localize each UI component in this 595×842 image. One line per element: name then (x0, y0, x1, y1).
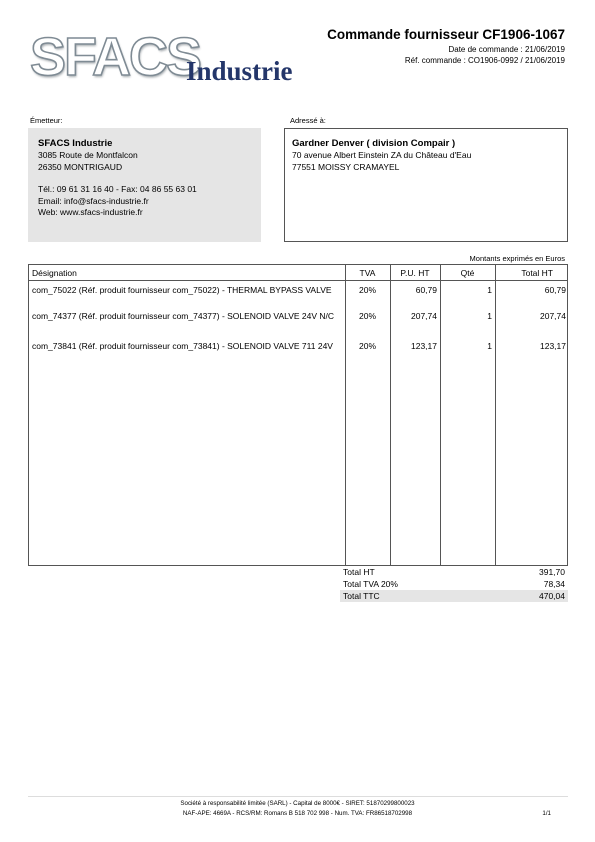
sender-email: Email: info@sfacs-industrie.fr (38, 195, 149, 206)
sender-address-line2: 26350 MONTRIGAUD (38, 161, 123, 172)
row-total: 207,74 (540, 311, 566, 321)
recipient-label: Adressé à: (290, 116, 326, 125)
total-tva-row (340, 578, 568, 590)
footer-divider (28, 796, 568, 797)
page-number: 1/1 (542, 810, 551, 817)
row-tva: 20% (358, 285, 376, 295)
row-unit-price: 207,74 (411, 311, 437, 321)
header-designation: Désignation (32, 268, 77, 278)
column-divider (390, 265, 391, 565)
row-quantity: 1 (487, 285, 492, 295)
column-divider (345, 265, 346, 565)
sender-address-line1: 3085 Route de Montfalcon (38, 150, 138, 160)
total-ht-value: 391,70 (539, 567, 565, 577)
logo-brand: SFACS (30, 27, 201, 87)
document-title: Commande fournisseur CF1906-1067 (327, 27, 565, 42)
row-tva: 20% (358, 341, 376, 351)
row-total: 123,17 (540, 341, 566, 351)
recipient-box (284, 128, 568, 242)
total-tva-label: Total TVA 20% (343, 579, 398, 589)
row-designation: com_74377 (Réf. produit fournisseur com_74377) - SOLENOID VALVE 24V N/C (32, 311, 335, 321)
column-divider (495, 265, 496, 565)
row-unit-price: 60,79 (415, 285, 437, 295)
row-quantity: 1 (487, 341, 492, 351)
recipient-name: Gardner Denver ( division Compair ) (292, 138, 456, 149)
order-reference: Réf. commande : CO1906-0992 / 21/06/2019 (404, 56, 565, 65)
column-divider (440, 265, 441, 565)
header-tva: TVA (359, 268, 376, 278)
row-total: 60,79 (544, 285, 566, 295)
order-date: Date de commande : 21/06/2019 (448, 45, 565, 54)
header-unit-price: P.U. HT (400, 268, 430, 278)
currency-note: Montants exprimés en Euros (469, 254, 565, 263)
sender-phone: Tél.: 09 61 31 16 40 - Fax: 04 86 55 63 01 (38, 184, 197, 194)
logo-suffix: Industrie (186, 56, 293, 86)
row-quantity: 1 (487, 311, 492, 321)
total-ht-label: Total HT (343, 567, 375, 577)
total-ttc-label: Total TTC (343, 591, 380, 601)
sender-label: Émetteur: (30, 116, 63, 125)
footer-legal-line2: NAF-APE: 4669A - RCS/RM: Romans B 518 702 998 - Num. TVA: FR86518702998 (182, 810, 413, 817)
company-logo (30, 27, 320, 90)
row-unit-price: 123,17 (411, 341, 437, 351)
header-total: Total HT (521, 268, 553, 278)
header-quantity: Qté (460, 268, 475, 278)
total-ttc-row (340, 590, 568, 602)
sender-name: SFACS Industrie (38, 138, 113, 149)
total-ht-row (340, 566, 568, 578)
recipient-address-line1: 70 avenue Albert Einstein ZA du Château d'Eau (292, 150, 472, 160)
sender-web: Web: www.sfacs-industrie.fr (38, 207, 143, 217)
total-tva-value: 78,34 (543, 579, 565, 589)
row-designation: com_73841 (Réf. produit fournisseur com_73841) - SOLENOID VALVE 711 24V (32, 341, 333, 351)
totals-block (340, 566, 568, 602)
recipient-address-line2: 77551 MOISSY CRAMAYEL (292, 161, 400, 172)
footer-legal-line1: Société à responsabilité limitée (SARL) - Capital de 8000€ - SIRET: 51870299800023 (180, 800, 415, 807)
order-lines-table (28, 264, 568, 566)
total-ttc-value: 470,04 (539, 591, 565, 601)
row-tva: 20% (358, 311, 376, 321)
row-designation: com_75022 (Réf. produit fournisseur com_75022) - THERMAL BYPASS VALVE (32, 285, 332, 295)
sender-box (28, 128, 261, 242)
